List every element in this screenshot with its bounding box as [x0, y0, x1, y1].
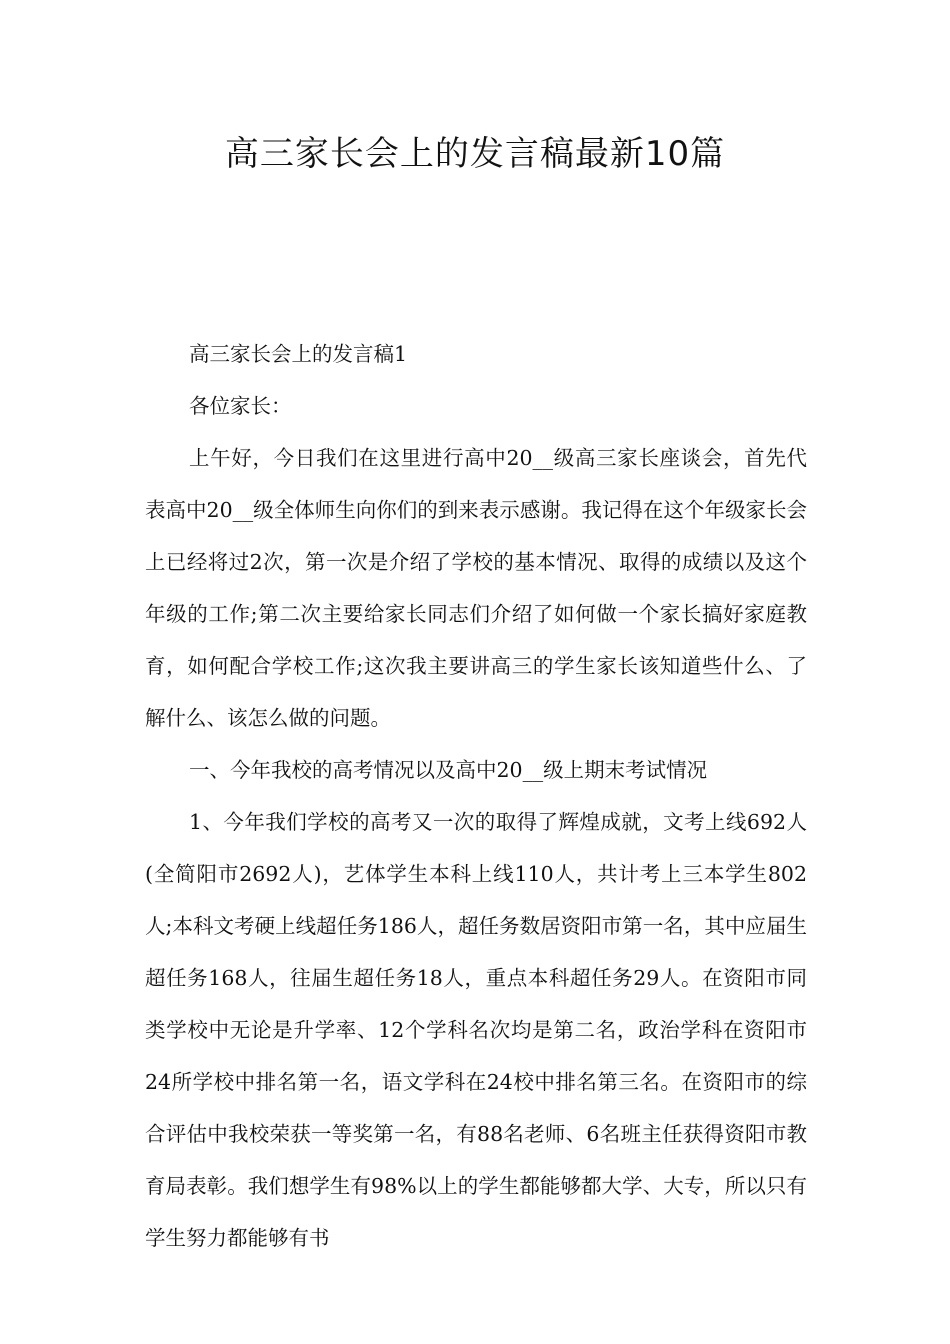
- document-title: 高三家长会上的发言稿最新10篇: [224, 134, 726, 174]
- paragraph-section-one-heading: 一、今年我校的高考情况以及高中20__级上期末考试情况: [189, 758, 708, 782]
- paragraph-exam-results: 1、今年我们学校的高考又一次的取得了辉煌成就，文考上线692人(全简阳市2692人)，艺体学生本科上线110人，共计考上三本学生802人;本科文考硬上线超任务186人，超任务数居资阳市第一名，其中应届生超任务168人，往届生超任务18人，重点本科超任务29人。在资阳市同类学校中无论是升学率、12个学科名次均是第二名，政治学科在资阳市24所学校中排名第一名，语文学科在24校中排名第三名。在资阳市的综合评估中我校荣获一等奖第一名，有88名老师、6名班主任获得资阳市教育局表彰。我们想学生有98%以上的学生都能够都大学、大专，所以只有学生努力都能够有书: [145, 810, 807, 1250]
- paragraph-intro: 上午好，今日我们在这里进行高中20__级高三家长座谈会，首先代表高中20__级全体师生向你们的到来表示感谢。我记得在这个年级家长会上已经将过2次，第一次是介绍了学校的基本情况、取得的成绩以及这个年级的工作;第二次主要给家长同志们介绍了如何做一个家长搞好家庭教育，如何配合学校工作;这次我主要讲高三的学生家长该知道些什么、了解什么、该怎么做的问题。: [145, 446, 807, 730]
- salutation: 各位家长：: [189, 394, 292, 418]
- section-heading: 高三家长会上的发言稿1: [189, 342, 408, 366]
- document-body: [145, 328, 807, 1264]
